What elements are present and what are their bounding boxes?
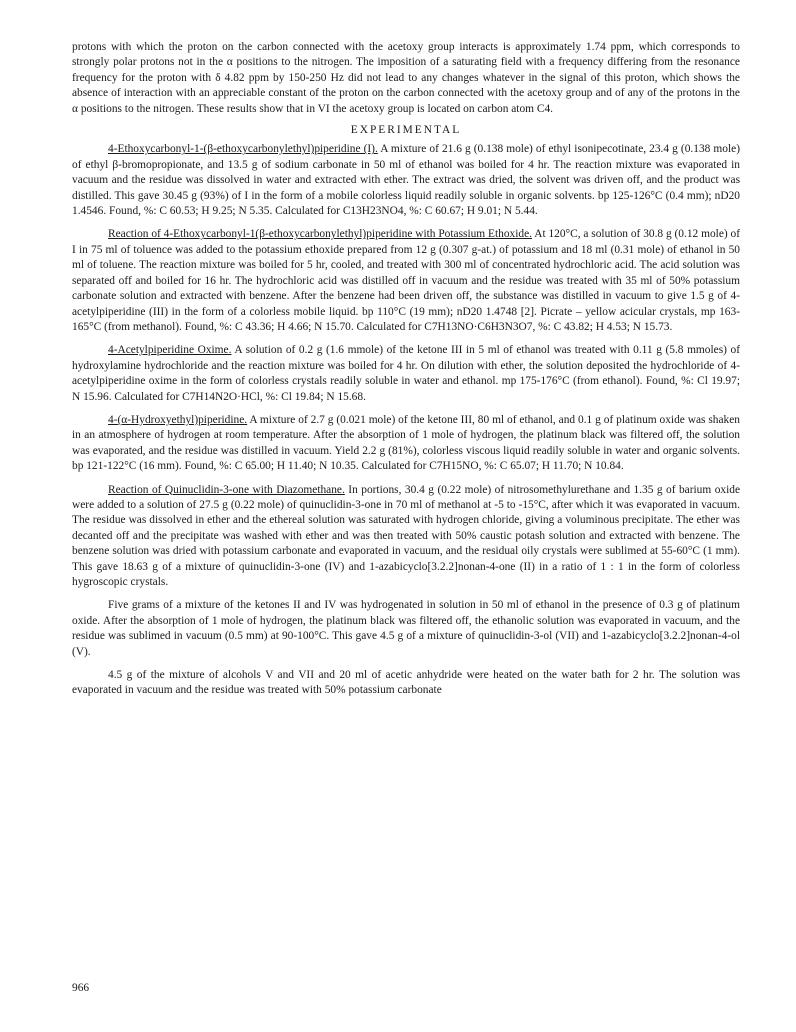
procedure-title: 4-Ethoxycarbonyl-1-(β-ethoxycarbonylethyl)piperidine (I).	[108, 143, 378, 156]
procedure-paragraph	[72, 227, 740, 335]
procedure-title: 4-(α-Hydroxyethyl)piperidine.	[108, 413, 248, 426]
procedure-paragraph	[72, 343, 740, 405]
procedure-title: Reaction of 4-Ethoxycarbonyl-1(β-ethoxycarbonylethyl)piperidine with Potassium Ethoxide.	[108, 228, 532, 241]
procedure-body: A mixture of 21.6 g (0.138 mole) of ethyl isonipecotinate, 23.4 g (0.138 mole) of ethyl β-bromopropionate, and 13.5 g of sodium carbonate in 50 ml of ethanol was boiled for 4 hr. The reaction mixture was evaporated in vacuum and the residue was dissolved in water and extracted with ether. The extract was dried, the solvent was driven off, and the product was distilled. This gave 30.45 g (93%) of I in the form of a mobile colorless liquid readily soluble in organic solvents. bp 125-126°C (0.4 mm); nD20 1.4546. Found, %: C 60.53; H 9.25; N 5.35. Calculated for C13H23NO4, %: C 60.67; H 9.01; N 5.44.	[72, 143, 740, 218]
procedure-body: At 120°C, a solution of 30.8 g (0.12 mole) of I in 75 ml of toluence was added to the potassium ethoxide prepared from 12 g (0.307 g-at.) of potassium and 18 ml (0.31 mole) of ethanol in 50 ml of toluene. The reaction mixture was boiled for 5 hr, cooled, and treated with 300 ml of concentrated hydrochloric acid. The acid solution was separated off and boiled for 16 hr. The hydrochloric acid was distilled off in vacuum and the residue was treated with 35 ml of 50% potassium carbonate solution and extracted with benzene. After the benzene had been driven off, the substance was distilled in vacuum to give 1.5 g of 4-acetylpiperidine (III) in the form of a colorless mobile liquid. bp 110°C (19 mm); nD20 1.4748 [2]. Picrate – yellow acicular crystals, mp 163-165°C (from methanol). Found, %: C 43.36; H 4.66; N 15.70. Calculated for C7H13NO·C6H3N3O7, %: C 43.82; H 4.53; N 15.73.	[72, 228, 741, 333]
body-paragraph: 4.5 g of the mixture of alcohols V and VII and 20 ml of acetic anhydride were heated on the water bath for 2 hr. The solution was evaporated in vacuum and the residue was treated with 50% potassium carbonate	[72, 669, 740, 697]
procedure-body: A mixture of 2.7 g (0.021 mole) of the ketone III, 80 ml of ethanol, and 0.1 g of platinum oxide was shaken in an atmosphere of hydrogen at room temperature. After the absorption of 1 mole of hydrogen, the platinum black was filtered off, the solution was evaporated, and the residue was distilled in vacuum. Yield 2.2 g (81%), colorless viscous liquid readily soluble in water and organic solvents. bp 121-122°C (16 mm). Found, %: C 65.00; H 11.40; N 10.35. Calculated for C7H15NO, %: C 65.07; H 11.70; N 10.84.	[72, 413, 740, 473]
procedure-body: In portions, 30.4 g (0.22 mole) of nitrosomethylurethane and 1.35 g of barium oxide were added to a solution of 27.5 g (0.22 mole) of quinuclidin-3-one in 70 ml of methanol at -5 to -15°C, after which it was evaporated in vacuum. The residue was dissolved in ether and the ethereal solution was saturated with hydrogen chloride, giving a voluminous precipitate. The ether was decanted off and the precipitate was washed with ether and was then treated with 50% caustic potash solution and extracted with benzene. The benzene solution was dried with potassium carbonate and evaporated in vacuum, and the residual oily crystals were sublimed at 55-60°C (1 mm). This gave 18.63 g of a mixture of quinuclidin-3-one (IV) and 1-azabicyclo[3.2.2]nonan-4-one (II) in a ratio of 1 : 1 in the form of colorless hygroscopic crystals.	[72, 483, 740, 588]
body-paragraph: Five grams of a mixture of the ketones II and IV was hydrogenated in solution in 50 ml of ethanol in the presence of 0.3 g of platinum oxide. After the absorption of 1 mole of hydrogen, the platinum black was filtered off, the ethanolic solution was evaporated in vacuum, and the residue was sublimed in vacuum (0.5 mm) at 90-100°C. This gave 4.5 g of a mixture of quinuclidin-3-ol (VII) and 1-azabicyclo[3.2.2]nonan-4-ol (V).	[72, 599, 740, 658]
procedure-body: A solution of 0.2 g (1.6 mmole) of the ketone III in 5 ml of ethanol was treated with 0.11 g (5.8 mmoles) of hydroxylamine hydrochloride and the reaction mixture was boiled for 4 hr. On dilution with ether, the solution deposited the hydrochloride of 4-acetylpiperidine oxime in the form of colorless crystals readily soluble in water and ethanol. mp 175-176°C (from ethanol). Found, %: Cl 19.97; N 15.96. Calculated for C7H14N2O·HCl, %: Cl 19.84; N 15.68.	[72, 344, 740, 403]
page-number: 966	[72, 982, 90, 994]
intro-paragraph: protons with which the proton on the carbon connected with the acetoxy group interacts is approximately 1.74 ppm, which corresponds to strongly polar protons not in the α positions to the nitrogen. The imposition of a saturating field with a frequency differing from the resonance frequency for the proton with δ 4.82 ppm by 150-250 Hz did not lead to any changes whatever in the signal of this proton, which shows the absence of interaction with an appreciable constant of the proton on the carbon connected with the acetoxy group and of any of the protons in the α positions to the nitrogen. These results show that in VI the acetoxy group is located on carbon atom C4.	[72, 41, 740, 115]
procedure-paragraph	[72, 142, 740, 219]
article-page	[72, 40, 740, 699]
section-heading: EXPERIMENTAL	[350, 124, 462, 137]
procedure-paragraph	[72, 483, 740, 591]
procedure-paragraph	[72, 413, 740, 475]
procedure-title: 4-Acetylpiperidine Oxime.	[108, 344, 232, 357]
procedure-title: Reaction of Quinuclidin-3-one with Diazomethane.	[108, 483, 345, 496]
